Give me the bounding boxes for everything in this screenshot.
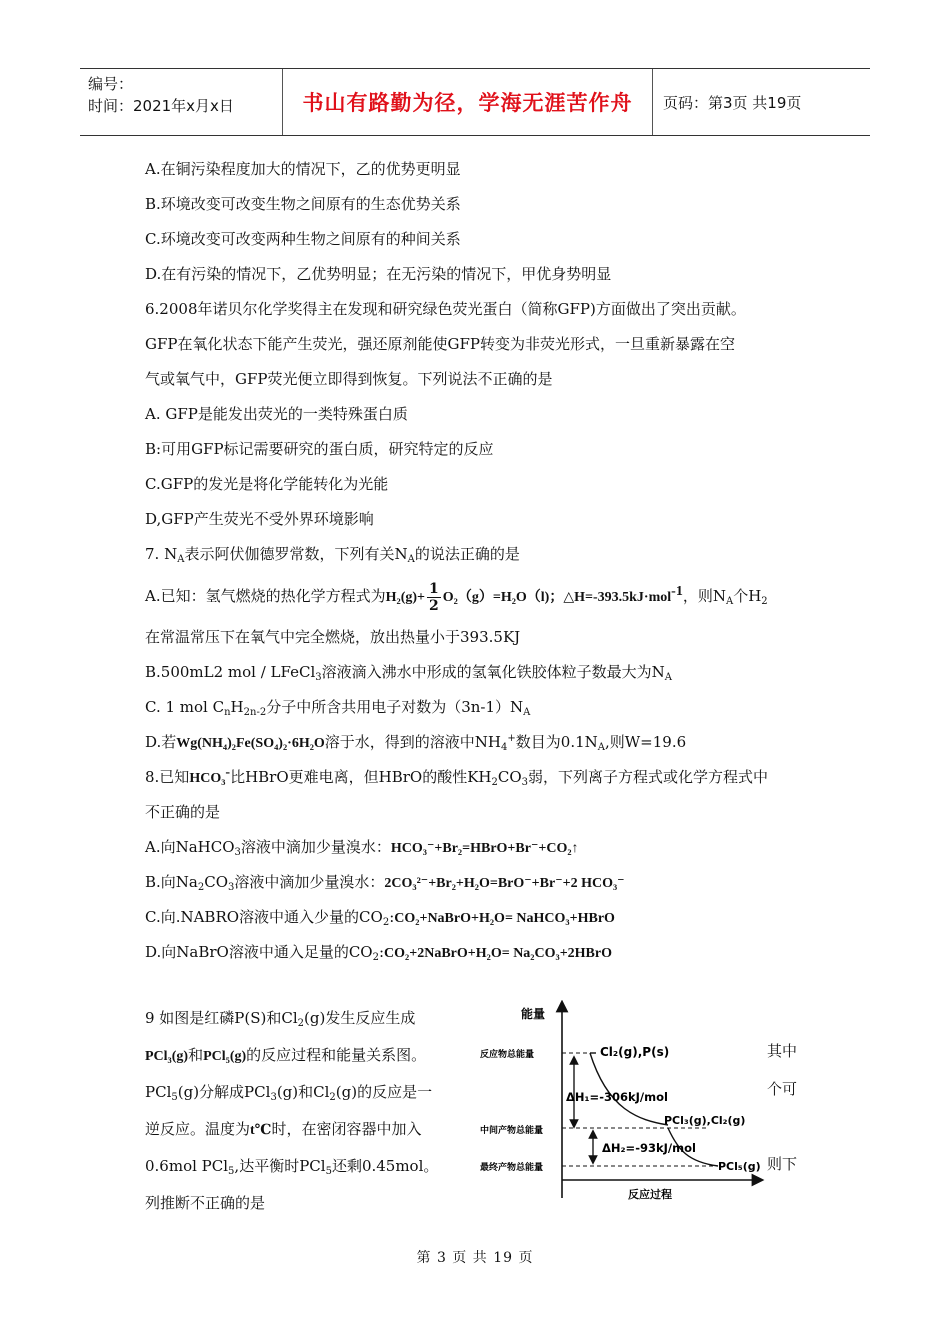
level-reactants: 反应物总能量 <box>480 1050 535 1060</box>
option-8a: A.向NaHCO$_3$溶液中滴加少量溴水：HCO₃⁻+Br₂=HBrO+Br⁻+CO₂↑ <box>145 838 579 858</box>
question-8: 8.已知HCO₃-比HBrO更难电离，但HBrO的酸性$KH_2CO_3$弱，下列离子方程式或化学方程式中 <box>145 765 769 788</box>
level-intermediate: 中间产物总能量 <box>480 1126 544 1136</box>
equation-8b: 2CO₃²⁻+Br₂+H₂O=BrO⁻+Br⁻+2 HCO₃⁻ <box>384 876 625 891</box>
equation-8d: CO₂+2NaBrO+H₂O= Na₂CO₃+2HBrO <box>384 946 613 961</box>
time-label: 时间：2021年x月x日 <box>88 97 234 115</box>
question-9-right-2: 个可 <box>767 1080 798 1098</box>
state-reactants: Cl₂(g),P(s) <box>600 1045 670 1059</box>
option-7c: C. 1 mol $C_nH_{2n-2}$分子中所含共用电子对数为$(3n-1)N_A$ <box>145 698 531 718</box>
question-9-right-3: 则下 <box>767 1155 798 1173</box>
formula-hco3: HCO₃ <box>189 771 226 786</box>
page-footer: 第 3 页 共 19 页 <box>416 1250 534 1266</box>
equation-8c: CO₂+NaBrO+H₂O= NaHCO₃+HBrO <box>394 911 615 926</box>
question-content <box>145 152 825 970</box>
header-motto-cell <box>283 69 653 135</box>
question-9-line-1: 9 如图是红磷P(S)和$Cl_2(g)$发生反应生成 <box>145 1009 416 1029</box>
page-header <box>80 68 870 136</box>
fraction-half: $\frac{1}{2}$ <box>429 580 439 614</box>
state-final: PCl₅(g) <box>718 1160 761 1173</box>
energy-diagram <box>478 1000 768 1205</box>
option-8d: D.向NaBrO溶液中通入足量的$CO_2:CO_2+2NaBrO+H_2O=$ Na₂CO₃+2HBrO <box>145 943 613 963</box>
option-8c: C.向.NABRO溶液中通入少量的$CO_2:CO_2+NaBrO+H_2O=$ NaHCO₃+HBrO <box>145 908 615 928</box>
level-final: 最终产物总能量 <box>480 1163 544 1173</box>
motto: 书山有路勤为径，学海无涯苦作舟 <box>302 91 633 115</box>
number-label: 编号： <box>88 75 134 93</box>
page-info: 页码：第3页 共19页 <box>663 93 802 112</box>
question-9-line-3: PCl$_5$(g)分解成PCl$_3$(g)和$Cl_2(g)$的反应是一 <box>145 1083 433 1103</box>
option-5b: B.环境改变可改变生物之间原有的生态优势关系 <box>145 195 461 213</box>
y-axis-label: 能量 <box>521 1007 546 1021</box>
formula-salt: Wg(NH₄)₂Fe(SO₄)₂·6H₂O <box>176 736 325 751</box>
equation-8a: HCO₃⁻+Br₂=HBrO+Br⁻+CO₂↑ <box>390 841 579 856</box>
question-9-line-6: 列推断不正确的是 <box>145 1194 266 1212</box>
question-9-line-5: 0.6mol PCl$_5$,达平衡时PCl$_5$还剩0.45mol。 <box>145 1157 439 1177</box>
formula-combustion: O₂（g）=H₂O（l)；△H=-393.5kJ·mol <box>442 590 672 605</box>
option-5d: D.在有污染的情况下，乙优势明显；在无污染的情况下，甲优身势明显 <box>145 265 612 283</box>
option-5a: A.在铜污染程度加大的情况下，乙的优势更明显 <box>145 160 461 178</box>
question-6-line-2: GFP在氧化状态下能产生荧光，强还原剂能使GFP转变为非荧光形式，一旦重新暴露在空 <box>145 335 735 353</box>
option-7a: A.已知：氢气燃烧的热化学方程式为H₂(g)+ $\frac{1}{2}$ O₂（g）=H₂O（l)；△H=-393.5kJ·mol$^{-1}$，则$N_A$个$H_2$ <box>145 580 768 614</box>
option-8b: B.向$Na_2CO_3$溶液中滴加少量溴水：2CO₃²⁻+Br₂+H₂O=BrO⁻+Br⁻+2 HCO₃⁻ <box>145 873 625 893</box>
option-7a-line-2: 在常温常压下在氧气中完全燃烧，放出热量小于393.5KJ <box>145 628 521 646</box>
state-intermediate: PCl₃(g),Cl₂(g) <box>664 1114 746 1127</box>
option-6b: B:可用GFP标记需要研究的蛋白质，研究特定的反应 <box>145 440 494 458</box>
header-page-info <box>653 69 870 135</box>
question-9-right-1: 其中 <box>767 1042 798 1060</box>
question-7: 7. $N_A$表示阿伏伽德罗常数，下列有关$N_A$的说法正确的是 <box>145 545 520 565</box>
x-axis-label: 反应过程 <box>628 1188 672 1201</box>
option-7d: D.若Wg(NH₄)₂Fe(SO₄)₂·6H₂O溶于水，得到的溶液中$NH_4^+$数目为$0.1N_A$,则W=19.6 <box>145 733 687 753</box>
option-6a: A. GFP是能发出荧光的一类特殊蛋白质 <box>145 405 408 423</box>
question-6-line-3: 气或氧气中，GFP荧光便立即得到恢复。下列说法不正确的是 <box>145 370 553 388</box>
option-7b: B.500mL2 mol / LFeCl$_3$溶液滴入沸水中形成的氢氧化铁胶体粒子数最大为$N_A$ <box>145 663 673 683</box>
option-5c: C.环境改变可改变两种生物之间原有的种间关系 <box>145 230 461 248</box>
question-9-line-4: 逆反应。温度为t℃时，在密闭容器中加入 <box>145 1120 422 1138</box>
header-meta <box>80 69 283 135</box>
question-9-line-2: PCl₃(g)和PCl₅(g)的反应过程和能量关系图。 <box>145 1046 427 1064</box>
option-6c: C.GFP的发光是将化学能转化为光能 <box>145 475 389 493</box>
delta-h2: ΔH₂=-93kJ/mol <box>602 1141 696 1155</box>
delta-h1: ΔH₁=-306kJ/mol <box>566 1090 668 1104</box>
question-8-line-2: 不正确的是 <box>145 803 221 821</box>
question-6-line-1: 6.2008年诺贝尔化学奖得主在发现和研究绿色荧光蛋白（简称GFP)方面做出了突出贡献。 <box>145 300 746 318</box>
option-6d: D,GFP产生荧光不受外界环境影响 <box>145 510 374 528</box>
formula-h2: H₂(g)+ <box>385 590 425 605</box>
